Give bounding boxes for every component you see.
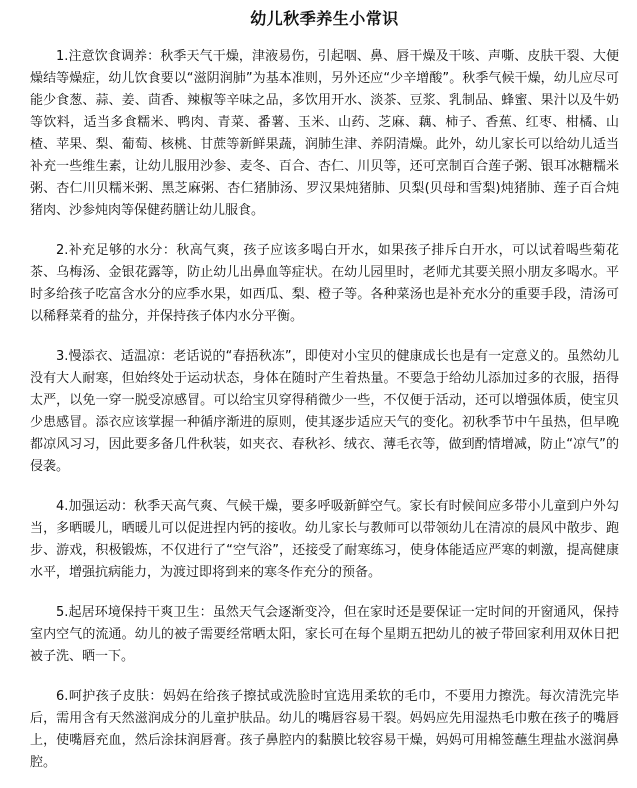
paragraph-environment: 5.起居环境保持干爽卫生：虽然天气会逐渐变冷，但在家时还是要保证一定时间的开窗通风，保持室内空气的流通。幼儿的被子需要经常晒太阳，家长可在每个星期五把幼儿的被子带回家利用双休日把被子洗、晒一下。 [30, 605, 619, 664]
page-title: 幼儿秋季养生小常识 [250, 9, 399, 28]
paragraph-hydration: 2.补充足够的水分：秋高气爽，孩子应该多喝白开水，如果孩子排斥白开水，可以试着喝些菊花茶、乌梅汤、金银花露等，防止幼儿出鼻血等症状。在幼儿园里时，老师尤其要关照小朋友多喝水。平时多给孩子吃富含水分的应季水果，如西瓜、梨、橙子等。各种菜汤也是补充水分的重要手段，清汤可以稀释菜肴的盐分，并保持孩子体内水分平衡。 [30, 243, 619, 324]
paragraph-diet: 1.注意饮食调养：秋季天气干燥，津液易伤，引起咽、鼻、唇干燥及干咳、声嘶、皮肤干裂、大便燥结等燥症，幼儿饮食要以“滋阴润肺”为基本准则，另外还应“少辛增酸”。秋季气候干燥，幼儿应尽可能少食葱、蒜、姜、茴香、辣椒等辛味之品，多饮用开水、淡茶、豆浆、乳制品、蜂蜜、果汁以及牛奶等饮料，适当多食糯米、鸭肉、青菜、番薯、玉米、山药、芝麻、藕、柿子、香蕉、红枣、柑橘、山楂、苹果、梨、葡萄、核桃、甘蔗等新鲜果蔬，润肺生津、养阴清燥。此外，幼儿家长可以给幼儿适当补充一些维生素，让幼儿服用沙参、麦冬、百合、杏仁、川贝等，还可烹制百合莲子粥、银耳冰糖糯米粥、杏仁川贝糯米粥、黑芝麻粥、杏仁猪肺汤、罗汉果炖猪肺、贝梨(贝母和雪梨)炖猪肺、莲子百合炖猪肉、沙参炖肉等保健药膳让幼儿服食。 [30, 49, 619, 218]
paragraph-skin-care: 6.呵护孩子皮肤：妈妈在给孩子擦拭或洗脸时宜选用柔软的毛巾，不要用力擦洗。每次清洗完毕后，需用含有天然滋润成分的儿童护肤品。幼儿的嘴唇容易干裂。妈妈应先用湿热毛巾敷在孩子的嘴唇上，使嘴唇充血，然后涂抹润唇膏。孩子鼻腔内的黏膜比较容易干燥，妈妈可用棉签蘸生理盐水滋润鼻腔。 [30, 689, 619, 770]
paragraph-exercise: 4.加强运动：秋季天高气爽、气候干燥，要多呼吸新鲜空气。家长有时候间应多带小儿童到户外勾当，多晒暖儿，晒暖儿可以促进捏内钙的接收。幼儿家长与教师可以带领幼儿在清凉的晨风中散步、跑步、游戏，积极锻炼，不仅进行了“空气浴”，还接受了耐寒练习，使身体能适应严寒的刺激，提高健康水平，增强抗病能力，为渡过即将到来的寒冬作充分的预备。 [30, 499, 619, 580]
paragraph-clothing: 3.慢添衣、适温凉：老话说的“春捂秋冻”，即使对小宝贝的健康成长也是有一定意义的。虽然幼儿没有大人耐寒，但始终处于运动状态，身体在随时产生着热量。不要急于给幼儿添加过多的衣服，捂得太严，以免一穿一脱受凉感冒。可以给宝贝穿得稍微少一些，不仅便于活动，还可以增强体质，使宝贝少患感冒。添衣应该掌握一种循序渐进的原则，使其逐步适应天气的变化。初秋季节中午虽热，但早晚都凉风习习，因此要多备几件秋装，如夹衣、春秋衫、绒衣、薄毛衣等，做到酌情增减，防止“凉气”的侵袭。 [30, 349, 619, 474]
